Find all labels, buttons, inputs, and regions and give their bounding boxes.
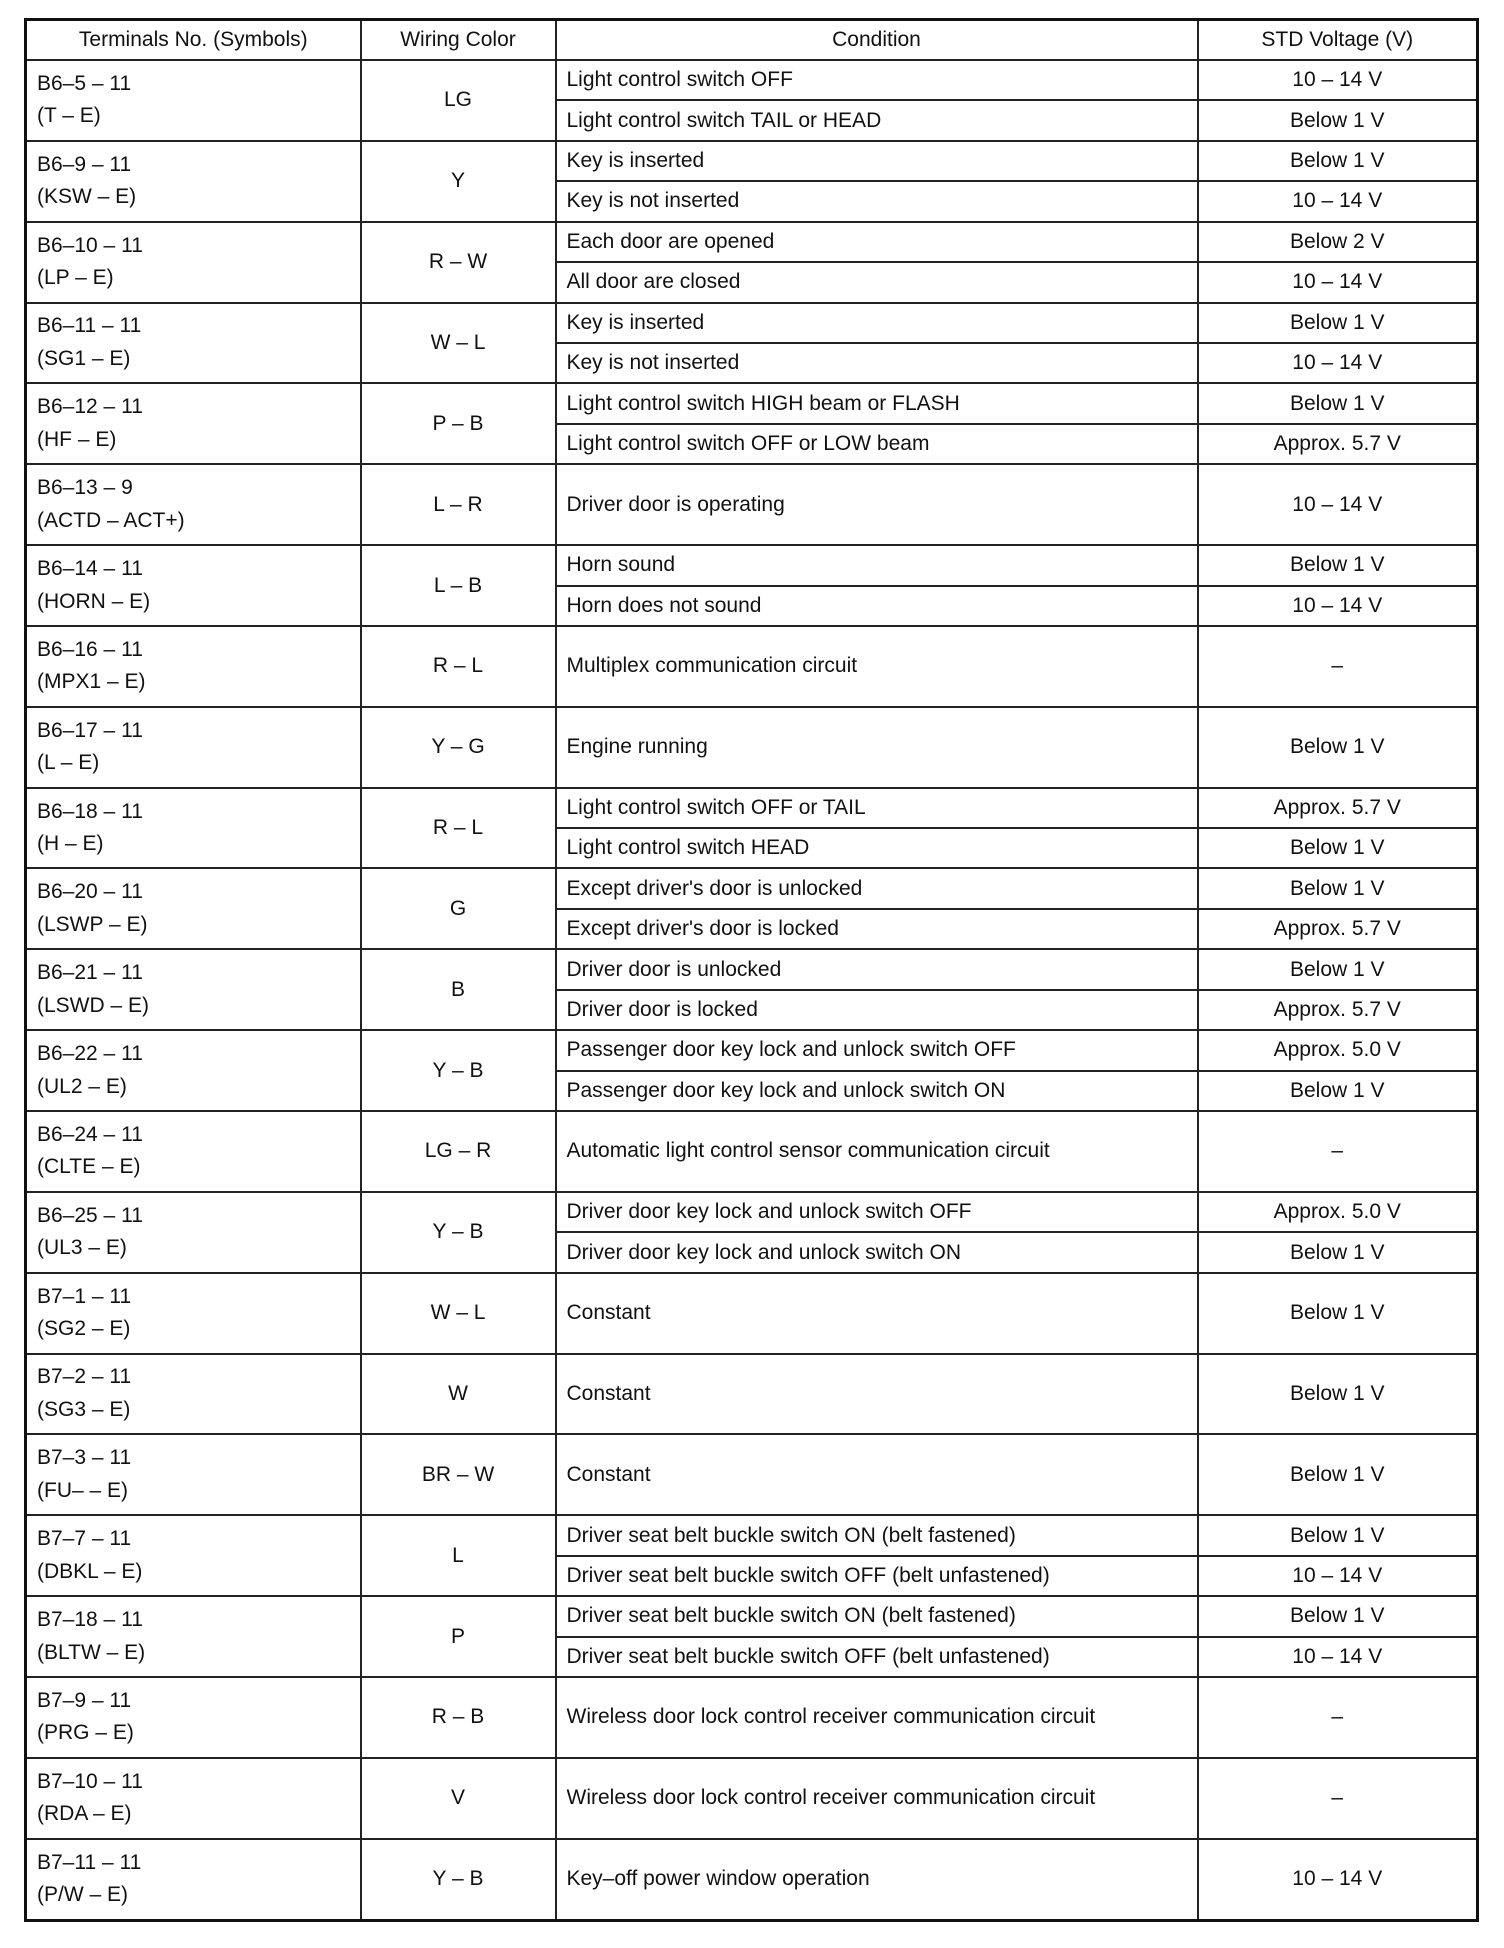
- condition-cell: Passenger door key lock and unlock switch ON: [556, 1071, 1198, 1111]
- terminal-number: B7–10 – 11: [37, 1769, 143, 1793]
- terminal-symbol: (BLTW – E): [37, 1640, 146, 1664]
- voltage-cell: Approx. 5.0 V: [1198, 1030, 1478, 1070]
- terminal-cell: [26, 1192, 361, 1273]
- voltage-cell: Below 1 V: [1198, 100, 1478, 140]
- terminal-number: B7–2 – 11: [37, 1365, 132, 1389]
- voltage-cell: Below 2 V: [1198, 222, 1478, 262]
- condition-cell: Key is inserted: [556, 303, 1198, 343]
- voltage-cell: Below 1 V: [1198, 1354, 1478, 1435]
- terminal-cell: [26, 707, 361, 788]
- spec-page: [24, 18, 1476, 1922]
- voltage-cell: 10 – 14 V: [1198, 343, 1478, 383]
- terminal-symbol: (HORN – E): [37, 589, 151, 613]
- terminal-number: B6–22 – 11: [37, 1042, 143, 1066]
- terminal-number: B7–11 – 11: [37, 1850, 142, 1874]
- wiring-color-cell: R – W: [361, 222, 556, 303]
- table-row: [26, 141, 1478, 181]
- table-row: [26, 1273, 1478, 1354]
- table-row: [26, 383, 1478, 423]
- voltage-cell: Approx. 5.0 V: [1198, 1192, 1478, 1232]
- condition-cell: Key–off power window operation: [556, 1839, 1198, 1921]
- terminal-cell: [26, 868, 361, 949]
- terminal-cell: [26, 464, 361, 545]
- terminal-cell: [26, 788, 361, 869]
- condition-cell: Driver door is operating: [556, 464, 1198, 545]
- terminal-symbol: (ACTD – ACT+): [37, 508, 185, 532]
- terminal-number: B6–20 – 11: [37, 880, 143, 904]
- terminal-cell: [26, 1273, 361, 1354]
- terminal-number: B7–1 – 11: [37, 1284, 132, 1308]
- terminal-symbol: (MPX1 – E): [37, 670, 146, 694]
- voltage-cell: Below 1 V: [1198, 868, 1478, 908]
- terminal-number: B6–17 – 11: [37, 718, 143, 742]
- condition-cell: Driver seat belt buckle switch ON (belt fastened): [556, 1596, 1198, 1636]
- terminal-number: B6–14 – 11: [37, 556, 143, 580]
- voltage-cell: Below 1 V: [1198, 303, 1478, 343]
- table-row: [26, 1677, 1478, 1758]
- wiring-color-cell: R – L: [361, 788, 556, 869]
- terminal-symbol: (RDA – E): [37, 1802, 132, 1826]
- wiring-color-cell: R – B: [361, 1677, 556, 1758]
- header-condition: Condition: [556, 20, 1198, 61]
- condition-cell: Passenger door key lock and unlock switch OFF: [556, 1030, 1198, 1070]
- wiring-color-cell: Y – B: [361, 1030, 556, 1111]
- condition-cell: Light control switch OFF or LOW beam: [556, 424, 1198, 464]
- terminal-cell: [26, 383, 361, 464]
- terminal-number: B6–13 – 9: [37, 476, 133, 500]
- wiring-color-cell: LG: [361, 60, 556, 141]
- voltage-cell: 10 – 14 V: [1198, 1839, 1478, 1921]
- table-row: [26, 545, 1478, 585]
- table-row: [26, 788, 1478, 828]
- terminal-number: B7–3 – 11: [37, 1446, 132, 1470]
- terminal-symbol: (SG2 – E): [37, 1317, 131, 1341]
- voltage-cell: 10 – 14 V: [1198, 181, 1478, 221]
- terminal-cell: [26, 60, 361, 141]
- terminal-number: B7–18 – 11: [37, 1608, 143, 1632]
- voltage-cell: Below 1 V: [1198, 1071, 1478, 1111]
- terminal-cell: [26, 1515, 361, 1596]
- voltage-cell: 10 – 14 V: [1198, 60, 1478, 100]
- voltage-cell: Approx. 5.7 V: [1198, 788, 1478, 828]
- wiring-color-cell: R – L: [361, 626, 556, 707]
- terminal-cell: [26, 949, 361, 1030]
- table-row: [26, 1515, 1478, 1555]
- table-row: [26, 949, 1478, 989]
- terminal-cell: [26, 141, 361, 222]
- terminal-symbol: (L – E): [37, 751, 100, 775]
- table-row: [26, 1434, 1478, 1515]
- terminal-cell: [26, 1111, 361, 1192]
- table-row: [26, 707, 1478, 788]
- condition-cell: Driver door is locked: [556, 990, 1198, 1030]
- condition-cell: Constant: [556, 1273, 1198, 1354]
- terminal-number: B6–10 – 11: [37, 233, 143, 257]
- terminal-cell: [26, 1030, 361, 1111]
- voltage-cell: Below 1 V: [1198, 141, 1478, 181]
- terminal-symbol: (SG3 – E): [37, 1398, 131, 1421]
- terminal-cell: [26, 1434, 361, 1515]
- wiring-color-cell: W – L: [361, 303, 556, 384]
- voltage-cell: Below 1 V: [1198, 707, 1478, 788]
- condition-cell: Key is not inserted: [556, 181, 1198, 221]
- condition-cell: Light control switch OFF: [556, 60, 1198, 100]
- terminal-cell: [26, 303, 361, 384]
- voltage-cell: –: [1198, 626, 1478, 707]
- table-row: [26, 60, 1478, 100]
- terminal-symbol: (HF – E): [37, 427, 117, 451]
- condition-cell: Driver seat belt buckle switch OFF (belt unfastened): [556, 1637, 1198, 1677]
- wiring-color-cell: B: [361, 949, 556, 1030]
- terminal-number: B7–7 – 11: [37, 1527, 132, 1551]
- terminal-number: B6–5 – 11: [37, 71, 132, 95]
- wiring-color-cell: G: [361, 868, 556, 949]
- voltage-cell: Below 1 V: [1198, 1232, 1478, 1272]
- table-body: [26, 60, 1478, 1921]
- condition-cell: Key is not inserted: [556, 343, 1198, 383]
- voltage-cell: 10 – 14 V: [1198, 262, 1478, 302]
- table-row: [26, 1030, 1478, 1070]
- wiring-color-cell: W: [361, 1354, 556, 1435]
- terminal-cell: [26, 1596, 361, 1677]
- wiring-color-cell: BR – W: [361, 1434, 556, 1515]
- voltage-cell: Below 1 V: [1198, 949, 1478, 989]
- terminal-symbol: (DBKL – E): [37, 1559, 143, 1583]
- voltage-cell: Approx. 5.7 V: [1198, 424, 1478, 464]
- terminal-cell: [26, 1758, 361, 1839]
- terminal-number: B6–21 – 11: [37, 961, 143, 985]
- table-row: [26, 464, 1478, 545]
- voltage-cell: –: [1198, 1758, 1478, 1839]
- wiring-color-cell: W – L: [361, 1273, 556, 1354]
- condition-cell: Driver door is unlocked: [556, 949, 1198, 989]
- condition-cell: Horn does not sound: [556, 586, 1198, 626]
- header-voltage: STD Voltage (V): [1198, 20, 1478, 61]
- wiring-color-cell: P – B: [361, 383, 556, 464]
- condition-cell: Constant: [556, 1354, 1198, 1435]
- table-row: [26, 1354, 1478, 1435]
- voltage-cell: Below 1 V: [1198, 828, 1478, 868]
- terminal-voltage-table: [24, 18, 1479, 1922]
- condition-cell: Multiplex communication circuit: [556, 626, 1198, 707]
- table-row: [26, 626, 1478, 707]
- condition-cell: Key is inserted: [556, 141, 1198, 181]
- condition-cell: Driver seat belt buckle switch ON (belt fastened): [556, 1515, 1198, 1555]
- header-wiring-color: Wiring Color: [361, 20, 556, 61]
- voltage-cell: 10 – 14 V: [1198, 1637, 1478, 1677]
- table-row: [26, 1111, 1478, 1192]
- terminal-symbol: (P/W – E): [37, 1883, 129, 1907]
- terminal-cell: [26, 545, 361, 626]
- voltage-cell: Below 1 V: [1198, 1515, 1478, 1555]
- terminal-number: B7–9 – 11: [37, 1688, 132, 1712]
- terminal-symbol: (SG1 – E): [37, 346, 131, 370]
- terminal-number: B6–18 – 11: [37, 799, 143, 823]
- condition-cell: Constant: [556, 1434, 1198, 1515]
- terminal-number: B6–24 – 11: [37, 1122, 143, 1146]
- condition-cell: Engine running: [556, 707, 1198, 788]
- terminal-cell: [26, 626, 361, 707]
- table-header-row: [26, 20, 1478, 61]
- wiring-color-cell: LG – R: [361, 1111, 556, 1192]
- wiring-color-cell: Y – B: [361, 1192, 556, 1273]
- wiring-color-cell: Y: [361, 141, 556, 222]
- voltage-cell: Below 1 V: [1198, 545, 1478, 585]
- voltage-cell: Below 1 V: [1198, 1596, 1478, 1636]
- terminal-number: B6–11 – 11: [37, 314, 142, 338]
- terminal-number: B6–12 – 11: [37, 395, 143, 419]
- table-row: [26, 1758, 1478, 1839]
- condition-cell: Driver seat belt buckle switch OFF (belt unfastened): [556, 1556, 1198, 1596]
- condition-cell: Light control switch TAIL or HEAD: [556, 100, 1198, 140]
- condition-cell: Each door are opened: [556, 222, 1198, 262]
- terminal-symbol: (KSW – E): [37, 185, 137, 209]
- terminal-cell: [26, 1839, 361, 1921]
- voltage-cell: 10 – 14 V: [1198, 464, 1478, 545]
- header-terminal: Terminals No. (Symbols): [26, 20, 361, 61]
- terminal-number: B6–9 – 11: [37, 152, 132, 176]
- condition-cell: Light control switch HEAD: [556, 828, 1198, 868]
- terminal-symbol: (LSWP – E): [37, 912, 148, 936]
- voltage-cell: Below 1 V: [1198, 1434, 1478, 1515]
- condition-cell: Wireless door lock control receiver communication circuit: [556, 1758, 1198, 1839]
- voltage-cell: 10 – 14 V: [1198, 586, 1478, 626]
- voltage-cell: –: [1198, 1677, 1478, 1758]
- voltage-cell: Below 1 V: [1198, 383, 1478, 423]
- condition-cell: Except driver's door is locked: [556, 909, 1198, 949]
- table-row: [26, 222, 1478, 262]
- wiring-color-cell: L – B: [361, 545, 556, 626]
- voltage-cell: 10 – 14 V: [1198, 1556, 1478, 1596]
- voltage-cell: –: [1198, 1111, 1478, 1192]
- terminal-symbol: (LP – E): [37, 266, 114, 290]
- terminal-symbol: (FU– – E): [37, 1478, 129, 1502]
- terminal-symbol: (UL3 – E): [37, 1236, 127, 1260]
- terminal-symbol: (H – E): [37, 832, 104, 856]
- terminal-number: B6–25 – 11: [37, 1203, 143, 1227]
- condition-cell: Driver door key lock and unlock switch ON: [556, 1232, 1198, 1272]
- terminal-symbol: (CLTE – E): [37, 1155, 141, 1179]
- terminal-number: B6–16 – 11: [37, 637, 143, 661]
- table-row: [26, 868, 1478, 908]
- voltage-cell: Approx. 5.7 V: [1198, 990, 1478, 1030]
- terminal-symbol: (UL2 – E): [37, 1074, 127, 1098]
- voltage-cell: Approx. 5.7 V: [1198, 909, 1478, 949]
- terminal-symbol: (PRG – E): [37, 1721, 134, 1745]
- wiring-color-cell: P: [361, 1596, 556, 1677]
- condition-cell: Automatic light control sensor communication circuit: [556, 1111, 1198, 1192]
- voltage-cell: Below 1 V: [1198, 1273, 1478, 1354]
- condition-cell: Light control switch HIGH beam or FLASH: [556, 383, 1198, 423]
- table-row: [26, 1596, 1478, 1636]
- table-row: [26, 1192, 1478, 1232]
- terminal-cell: [26, 222, 361, 303]
- condition-cell: Horn sound: [556, 545, 1198, 585]
- terminal-cell: [26, 1354, 361, 1435]
- terminal-symbol: (T – E): [37, 104, 101, 128]
- condition-cell: Driver door key lock and unlock switch OFF: [556, 1192, 1198, 1232]
- wiring-color-cell: Y – G: [361, 707, 556, 788]
- condition-cell: Light control switch OFF or TAIL: [556, 788, 1198, 828]
- terminal-cell: [26, 1677, 361, 1758]
- wiring-color-cell: L – R: [361, 464, 556, 545]
- wiring-color-cell: Y – B: [361, 1839, 556, 1921]
- condition-cell: Except driver's door is unlocked: [556, 868, 1198, 908]
- table-row: [26, 303, 1478, 343]
- terminal-symbol: (LSWD – E): [37, 993, 150, 1017]
- table-row: [26, 1839, 1478, 1921]
- wiring-color-cell: L: [361, 1515, 556, 1596]
- wiring-color-cell: V: [361, 1758, 556, 1839]
- condition-cell: All door are closed: [556, 262, 1198, 302]
- condition-cell: Wireless door lock control receiver communication circuit: [556, 1677, 1198, 1758]
